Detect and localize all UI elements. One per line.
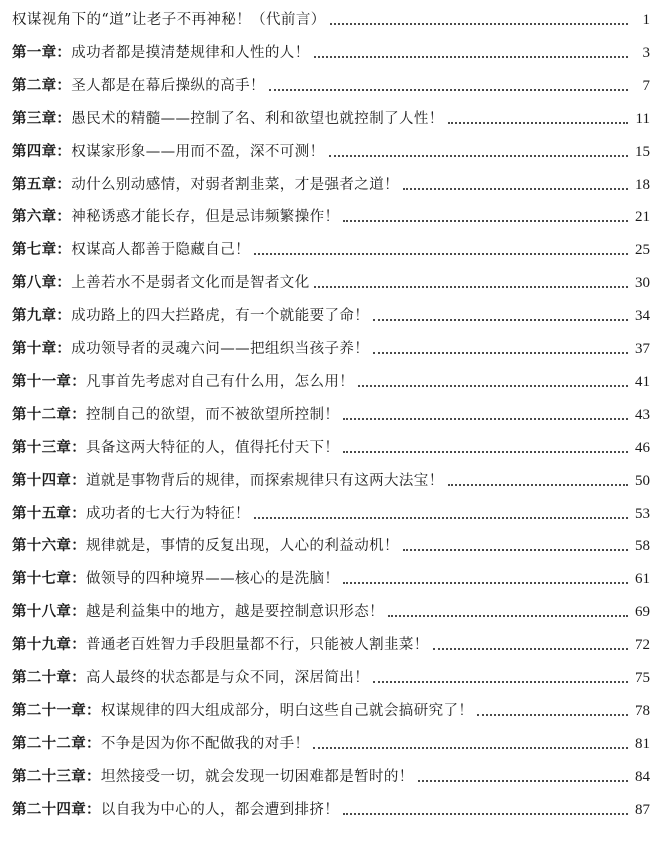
toc-page-number: 50: [635, 472, 650, 489]
toc-title: 具备这两大特征的人，值得托付天下！: [86, 439, 340, 456]
dot-leader: [358, 384, 628, 387]
toc-page-number: 81: [635, 735, 650, 752]
toc-chapter-label: 第五章：: [12, 175, 72, 193]
toc-title: 愚民术的精髓——控制了名、利和欲望也就控制了人性！: [71, 110, 444, 127]
toc-page-number: 87: [635, 801, 650, 818]
toc-page-number: 61: [635, 571, 650, 588]
dot-leader: [314, 285, 628, 288]
dot-leader: [373, 351, 628, 354]
toc-entry[interactable]: [12, 598, 652, 622]
toc-entry[interactable]: [12, 72, 652, 96]
toc-chapter-label: 第十七章：: [12, 570, 86, 588]
dot-leader: [329, 154, 628, 157]
dot-leader: [254, 516, 628, 519]
toc-title: 动什么别动感情，对弱者割韭菜，才是强者之道！: [71, 176, 400, 193]
toc-chapter-label: 第二十二章：: [12, 734, 101, 752]
toc-entry[interactable]: [12, 335, 652, 359]
toc-page-number: 72: [635, 637, 650, 654]
toc-page-number: 84: [635, 768, 650, 785]
toc-page-number: 43: [635, 406, 650, 423]
toc-page-number: 46: [635, 439, 650, 456]
toc-title: 成功领导者的灵魂六问——把组织当孩子养！: [71, 341, 370, 357]
dot-leader: [269, 88, 628, 91]
dot-leader: [254, 252, 628, 255]
toc-entry[interactable]: [12, 697, 652, 721]
toc-chapter-label: 第六章：: [12, 208, 72, 226]
dot-leader: [448, 483, 628, 486]
toc-page-number: 7: [642, 77, 650, 94]
toc-chapter-label: 第二十一章：: [12, 701, 101, 719]
toc-chapter-label: 第十一章：: [12, 372, 86, 390]
toc-title: 权谋高人都善于隐藏自己！: [71, 242, 251, 259]
toc-title: 成功者都是摸清楚规律和人性的人！: [71, 44, 310, 61]
toc-page-number: 11: [635, 110, 650, 127]
toc-chapter-label: 第十三章：: [12, 438, 86, 456]
toc-entry[interactable]: [12, 302, 652, 326]
dot-leader: [343, 812, 628, 815]
toc-title: 圣人都是在幕后操纵的高手！: [71, 77, 265, 94]
toc-entry[interactable]: [12, 105, 652, 129]
dot-leader: [343, 450, 628, 453]
toc-chapter-label: 第七章：: [12, 241, 72, 259]
toc-title: 坦然接受一切，就会发现一切困难都是暂时的！: [100, 768, 414, 785]
toc-title: 不争是因为你不配做我的对手！: [100, 735, 310, 752]
toc-entry[interactable]: [12, 236, 652, 260]
toc-chapter-label: 第十五章：: [12, 504, 86, 522]
toc-chapter-label: 第十六章：: [12, 537, 86, 555]
toc-entry[interactable]: [12, 796, 652, 820]
toc-title: 高人最终的状态都是与众不同，深居简出！: [86, 670, 370, 686]
toc-entry[interactable]: [12, 6, 652, 30]
toc-entry[interactable]: [12, 730, 652, 754]
dot-leader: [403, 548, 628, 551]
toc-chapter-label: 第三章：: [12, 109, 72, 127]
toc-title: 成功者的七大行为特征！: [86, 505, 250, 522]
toc-title: 上善若水不是弱者文化而是智者文化: [71, 275, 310, 292]
toc-page-number: 41: [635, 373, 650, 390]
toc-page-number: 37: [635, 341, 650, 357]
dot-leader: [477, 713, 628, 716]
dot-leader: [313, 746, 628, 749]
toc-title: 神秘诱惑才能长存，但是忌讳频繁操作！: [71, 209, 340, 226]
toc-page-number: 3: [642, 44, 650, 61]
toc-entry[interactable]: [12, 138, 652, 162]
toc-title: 普通老百姓智力手段胆量都不行，只能被人割韭菜！: [86, 637, 429, 654]
toc-page-number: 69: [635, 604, 650, 621]
toc-title: 做领导的四种境界——核心的是洗脑！: [86, 571, 340, 588]
dot-leader: [418, 779, 628, 782]
toc-page-number: 18: [635, 176, 650, 193]
toc-title: 成功路上的四大拦路虎，有一个就能要了命！: [71, 308, 370, 325]
toc-chapter-label: 第十章：: [12, 340, 72, 357]
toc-page-number: 58: [635, 538, 650, 555]
dot-leader: [343, 417, 628, 420]
toc-entry[interactable]: [12, 171, 652, 195]
toc-entry[interactable]: [12, 401, 652, 425]
toc-page-number: 75: [635, 670, 650, 686]
toc-title: 权谋视角下的“道”让老子不再神秘！（代前言）: [12, 12, 326, 28]
dot-leader: [343, 581, 628, 584]
toc-title: 规律就是，事情的反复出现，人心的利益动机！: [86, 538, 399, 555]
dot-leader: [403, 187, 628, 190]
toc-entry[interactable]: [12, 467, 652, 491]
toc-chapter-label: 第四章：: [12, 142, 72, 160]
dot-leader: [373, 318, 628, 321]
toc-title: 权谋规律的四大组成部分，明白这些自己就会搞研究了！: [100, 702, 474, 719]
toc-chapter-label: 第二十章：: [12, 669, 86, 686]
dot-leader: [330, 22, 628, 25]
toc-page-number: 25: [635, 242, 650, 259]
dot-leader: [388, 614, 628, 617]
toc-title: 越是利益集中的地方，越是要控制意识形态！: [86, 604, 384, 621]
toc-page-number: 21: [635, 209, 650, 226]
toc-chapter-label: 第十四章：: [12, 471, 86, 489]
toc-chapter-label: 第十九章：: [12, 636, 86, 654]
toc-entry[interactable]: [12, 203, 652, 227]
toc-entry[interactable]: [12, 631, 652, 655]
toc-entry[interactable]: [12, 532, 652, 556]
toc-entry[interactable]: [12, 500, 652, 524]
dot-leader: [448, 121, 628, 124]
dot-leader: [314, 55, 628, 58]
toc-page-number: 34: [635, 308, 650, 325]
toc-chapter-label: 第一章：: [12, 43, 72, 61]
toc-page-number: 1: [642, 12, 650, 28]
toc-page-number: 53: [635, 505, 650, 522]
toc-entry[interactable]: [12, 434, 652, 458]
toc-entry[interactable]: [12, 763, 652, 787]
dot-leader: [343, 219, 628, 222]
toc-chapter-label: 第二章：: [12, 76, 72, 94]
toc-page-number: 78: [635, 702, 650, 719]
toc-entry[interactable]: [12, 565, 652, 589]
toc-entry[interactable]: [12, 664, 652, 688]
toc-chapter-label: 第九章：: [12, 307, 72, 325]
toc-entry[interactable]: [12, 368, 652, 392]
toc-chapter-label: 第二十三章：: [12, 767, 101, 785]
toc-title: 以自我为中心的人，都会遭到排挤！: [100, 801, 340, 818]
toc-title: 权谋家形象——用而不盈，深不可测！: [71, 143, 325, 160]
dot-leader: [373, 680, 628, 683]
toc-title: 凡事首先考虑对自己有什么用，怎么用！: [86, 373, 355, 390]
toc-title: 控制自己的欲望，而不被欲望所控制！: [86, 406, 340, 423]
toc-page-number: 30: [635, 275, 650, 292]
toc-title: 道就是事物背后的规律，而探索规律只有这两大法宝！: [86, 472, 444, 489]
toc-page-number: 15: [635, 143, 650, 160]
toc-entry[interactable]: [12, 39, 652, 63]
toc-entry[interactable]: [12, 269, 652, 293]
toc-chapter-label: 第十八章：: [12, 603, 86, 621]
toc-chapter-label: 第八章：: [12, 274, 72, 292]
toc-chapter-label: 第十二章：: [12, 405, 86, 423]
dot-leader: [433, 647, 628, 650]
toc-chapter-label: 第二十四章：: [12, 800, 101, 818]
